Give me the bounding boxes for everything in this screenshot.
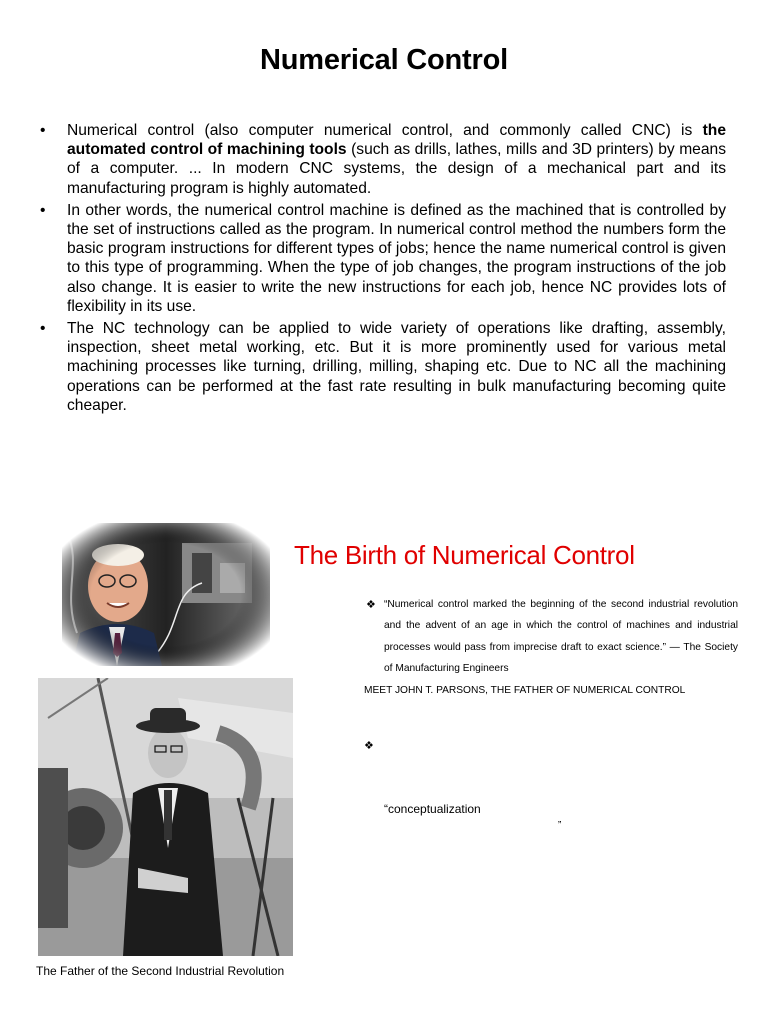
- bullet-text-continued: (such as drills, lathes, mills and 3D printers) by means of a computer. ... In modern CNC systems, the design of a mechanical part and its manufacturing program is highly automated.: [67, 141, 726, 197]
- section-title: The Birth of Numerical Control: [294, 540, 635, 570]
- page-title: Numerical Control: [260, 44, 508, 76]
- bullet-list: [40, 121, 726, 418]
- bullet-text: In other words, the numerical control machine is defined as the machined that is controlled by the set of instructions called as the program. In numerical control method the numbers form the basic program instructions for different types of jobs; hence the name numerical control is given to this type of programming. When the type of job changes, the program instructions of the job also change. It is easier to write the new instructions for each job, hence NC provides lots of flexibility in its use.: [67, 201, 726, 315]
- parsons-portrait-photo: [62, 523, 270, 666]
- bullet-text: The NC technology can be applied to wide variety of operations like drafting, assembly, inspection, sheet metal working, etc. But it is more prominently used for various metal machining processes like turning, drilling, milling, shaping etc. Due to NC all the machining operations can be performed at the fast rate resulting in bulk manufacturing becoming quite cheaper.: [67, 320, 726, 414]
- meet-heading: MEET JOHN T. PARSONS, THE FATHER OF NUMERICAL CONTROL: [364, 685, 686, 696]
- quote-block: [366, 594, 738, 680]
- bullet-dot: •: [40, 320, 46, 338]
- bullet-bold-text: the automated control of machining tools: [67, 122, 726, 159]
- bullet-dot: •: [40, 201, 46, 219]
- photo-caption: The Father of the Second Industrial Revolution: [36, 964, 285, 978]
- bullet-item: [40, 201, 726, 316]
- bullet-item: [40, 319, 726, 415]
- parsons-historic-photo: [38, 678, 293, 956]
- bullet-item: [40, 121, 726, 198]
- conceptualization-text: “conceptualization: [384, 802, 481, 816]
- quote-text: “Numerical control marked the beginning of the second industrial revolution and the advent of an age in which the control of machines and industrial processes would pass from imprecise draft to exact science.” — The Society of Manufacturing Engineers: [384, 599, 738, 675]
- bullet-text: Numerical control (also computer numerical control, and commonly called CNC) is: [67, 122, 703, 139]
- bullet-dot: •: [40, 122, 46, 139]
- diamond-bullet-icon: ❖: [366, 599, 376, 611]
- diamond-bullet-icon: ❖: [364, 740, 374, 752]
- closing-quote-mark: ”: [558, 820, 562, 831]
